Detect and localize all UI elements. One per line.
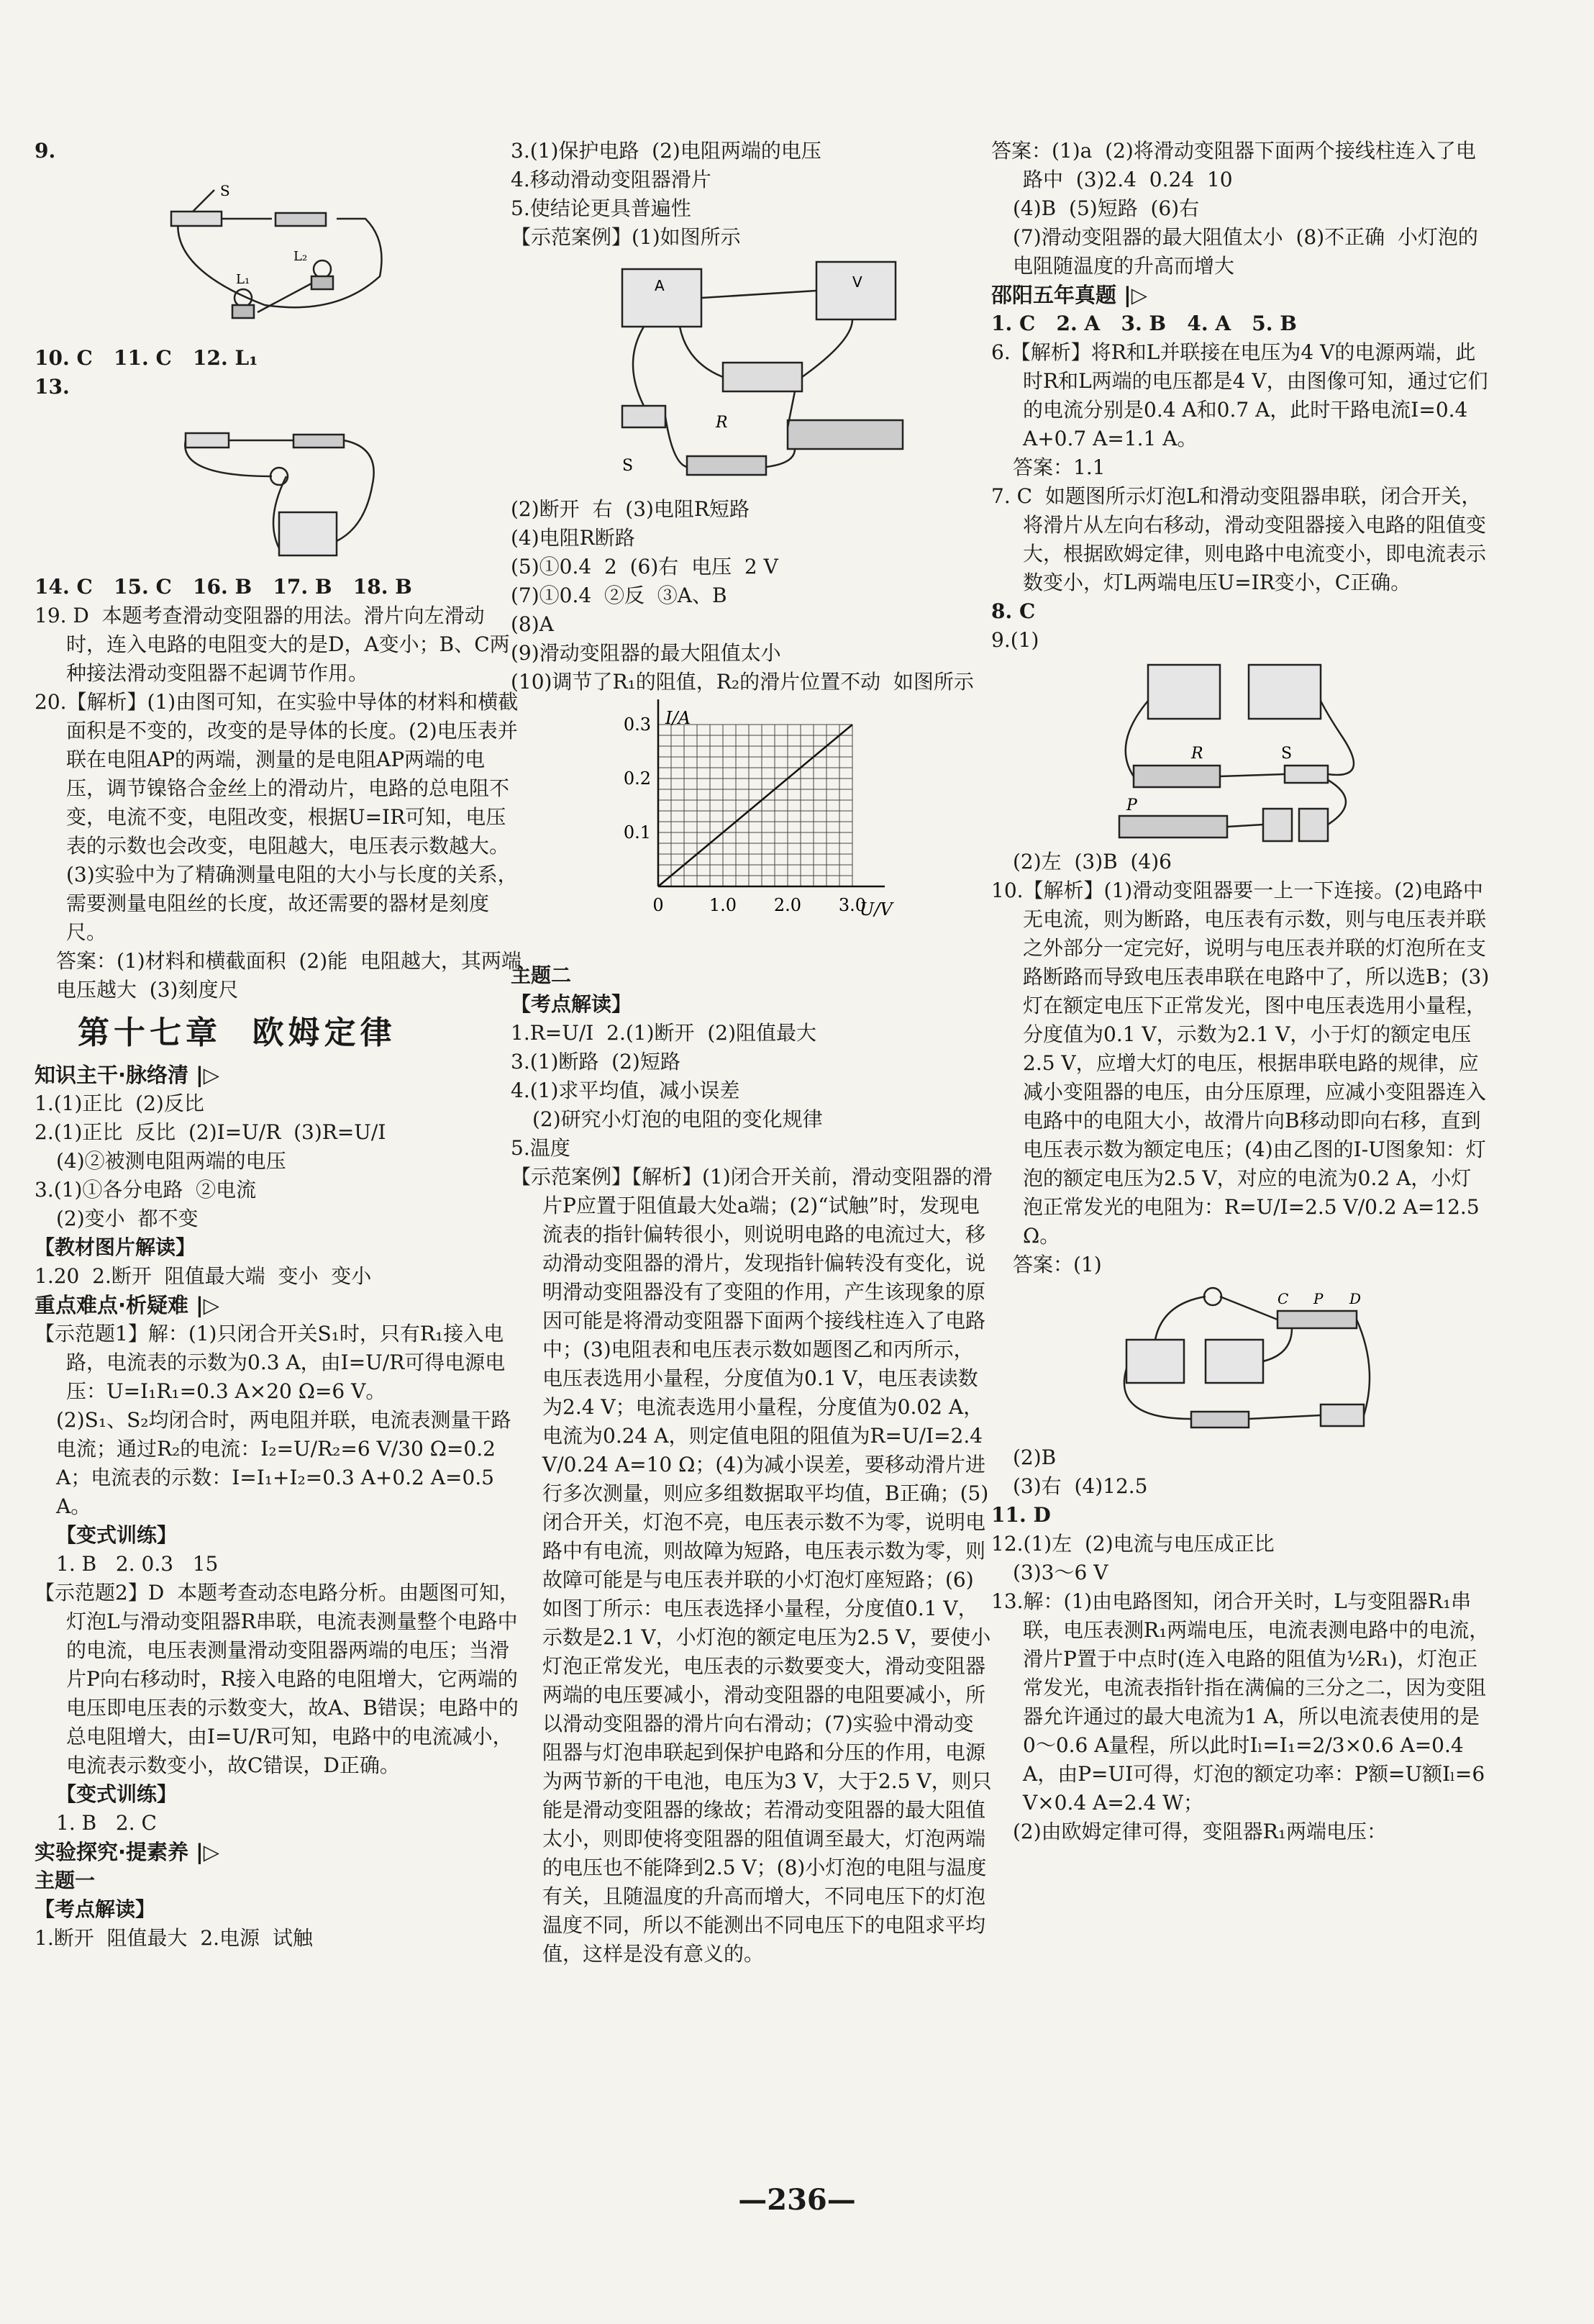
q10-answer-line: (2)B <box>1013 1445 1057 1469</box>
x-tick-label: 0 <box>652 895 664 915</box>
section-knowledge: 知识主干·脉络清 |▷ <box>35 1063 220 1087</box>
circuit-figure-case1 <box>579 255 924 492</box>
key-points-1-head: 【考点解读】 <box>35 1897 156 1921</box>
example-2: 【示范题2】D 本题考查动态电路分析。由题图可知，灯泡L与滑动变阻器R串联，电流表测量整个电路中的电流，电压表测量滑动变阻器两端的电压；当滑片P向右移动时，R接入电路的电阻增大，它两端的电压即电压表的示数变大，故A、B错误；电路中的总电阻增大，由I=U/R可知，电路中的电流减小，电流表示数变小，故C错误，D正确。 <box>35 1581 520 1777</box>
svg-text:V: V <box>852 273 862 291</box>
column-2 <box>511 137 993 1969</box>
s1-line: 3.(1)①各分电路 ②电流 <box>35 1178 257 1202</box>
q7-text: 7. C 如题图所示灯泡L和滑动变阻器串联，闭合开关，将滑片从左向右移动，滑动变阻器接入电路的阻值变大，根据欧姆定律，则电路中电流变小，即电流表示数变小，灯L两端电压U=IR变小，C正确。 <box>991 484 1487 594</box>
series-line <box>658 725 852 886</box>
svg-text:L₂: L₂ <box>293 249 308 264</box>
q9-answer: (2)左 (3)B (4)6 <box>1013 850 1172 873</box>
x-tick-label: 2.0 <box>773 895 802 915</box>
c2-top-line: 3.(1)保护电路 (2)电阻两端的电压 <box>511 139 821 163</box>
q12b-text: (3)3～6 V <box>1013 1561 1108 1584</box>
q20-text: 20.【解析】(1)由图可知，在实验中导体的材料和横截面积是不变的，改变的是导体的长度。(2)电压表并联在电阻AP的两端，测量的是电阻AP两端的电压，调节镍铬合金丝上的滑动片，电路的总电阻不变，电流不变，电阻改变，根据U=IR可知，电压表的示数也会改变，电阻越大，电压表示数越大。(3)实验中为了精确测量电阻的大小与长度的关系，需要测量电阻丝的长度，故还需要的器材是刻度尺。 <box>35 690 519 944</box>
c2-top-line: 5.使结论更具普遍性 <box>511 196 691 220</box>
answers-10-12: 10. C 11. C 12. L₁ <box>35 346 258 370</box>
svg-text:P: P <box>1313 1290 1323 1307</box>
svg-text:C: C <box>1277 1290 1288 1307</box>
circuit-figure-c3q9 <box>1105 658 1378 845</box>
c2-mid-line: (5)①0.4 2 (6)右 电压 2 V <box>511 555 778 578</box>
q6-answer: 答案：1.1 <box>1013 455 1106 479</box>
s1-line: 1.(1)正比 (2)反比 <box>35 1091 204 1115</box>
example-1b: (2)S₁、S₂均闭合时，两电阻并联，电流表测量干路电流；通过R₂的电流：I₂=U/R₂=6 V/30 Ω=0.2 A；电流表的示数：I=I₁+I₂=0.3 A+0.2 A=0.5 A。 <box>56 1408 511 1518</box>
t2-line: 4.(1)求平均值，减小误差 <box>511 1079 740 1102</box>
section-key-points: 重点难点·析疑难 |▷ <box>35 1293 220 1317</box>
t2-line: 1.R=U/I 2.(1)断开 (2)阻值最大 <box>511 1021 816 1045</box>
y-tick-label: 0.3 <box>623 714 651 735</box>
c2-mid-line: (4)电阻R断路 <box>511 526 635 550</box>
x-axis-label: U/V <box>860 899 893 920</box>
x-tick-label: 3.0 <box>838 895 867 915</box>
q13-text: 13.解：(1)由电路图知，闭合开关时，L与变阻器R₁串联，电压表测R₁两端电压，电流表测电路中的电流，滑片P置于中点时(连入电路的阻值为½R₁)，灯泡正常发光，电流表指针指在满偏的三分之二，因为变阻器允许通过的最大电流为1 A，所以电流表使用的是0～0.6 A量程，所以此时Iₗ=I₁=2/3×0.6 A=0.4 A，由P=UI可得，灯泡的额定功率：P额=U额Iₗ=6 V×0.4 A=2.4 W； <box>991 1589 1492 1815</box>
example-1: 【示范题1】解：(1)只闭合开关S₁时，只有R₁接入电路，电流表的示数为0.3 A，由I=U/R可得电源电压：U=I₁R₁=0.3 A×20 Ω=6 V。 <box>35 1322 506 1403</box>
c2-mid-line: (7)①0.4 ②反 ③A、B <box>511 584 727 607</box>
section-five-years: 邵阳五年真题 |▷ <box>991 283 1147 307</box>
t2-line: 5.温度 <box>511 1136 570 1160</box>
q11-text: 11. D <box>991 1503 1051 1527</box>
circuit-figure-q13 <box>171 404 387 570</box>
variant-training-2: 1. B 2. C <box>56 1811 157 1835</box>
s1-line: 2.(1)正比 反比 (2)I=U/R (3)R=U/I <box>35 1120 386 1144</box>
svg-text:P: P <box>1126 796 1137 814</box>
q8-text: 8. C <box>991 599 1036 623</box>
topic-2: 主题二 <box>511 963 572 987</box>
circuit-figure-q10 <box>1105 1282 1378 1440</box>
c3-top-line: (7)滑动变阻器的最大阻值太小 (8)不正确 小灯泡的电阻随温度的升高而增大 <box>1013 225 1478 278</box>
svg-text:S: S <box>220 182 230 199</box>
key-points-2-head: 【考点解读】 <box>511 992 632 1016</box>
svg-text:L₁: L₁ <box>236 272 250 287</box>
q10-text: 10.【解析】(1)滑动变阻器要一上一下连接。(2)电路中无电流，则为断路，电压表有示数，则与电压表并联之外部分一定完好，说明与电压表并联的灯泡所在支路断路而导致电压表串联在电路中了，所以选B；(3)灯在额定电压下正常发光，图中电压表选用小量程，分度值为0.1 V，示数为2.1 V，小于灯的额定电压2.5 V，应增大灯的电压，根据串联电路的规律，应减小变阻器的电压，由分压原理，应减小变阻器连入电路中的电阻大小，故滑片向B移动即向右移，直到电压表示数为额定电压；(4)由乙图的I-U图象知：灯泡的额定电压为2.5 V，对应的电流为0.2 A，小灯泡正常发光的电阻为：R=U/I=2.5 V/0.2 A=12.5 Ω。 <box>991 879 1490 1248</box>
variant-training-2-head: 【变式训练】 <box>56 1782 178 1806</box>
answers-1-5: 1. C 2. A 3. B 4. A 5. B <box>991 312 1297 335</box>
c2-mid-line: (9)滑动变阻器的最大阻值太小 <box>511 641 781 665</box>
answers-14-18: 14. C 15. C 16. B 17. B 18. B <box>35 575 412 599</box>
variant-training-1: 1. B 2. 0.3 15 <box>56 1552 219 1576</box>
q6-text: 6.【解析】将R和L并联接在电压为4 V的电源两端，此时R和L两端的电压都是4 V，由图像可知，通过它们的电流分别是0.4 A和0.7 A，此时干路电流I=0.4 A+0.7 A=1.1 A。 <box>991 340 1488 450</box>
q9-text: 9.(1) <box>991 628 1039 652</box>
q12-text: 12.(1)左 (2)电流与电压成正比 <box>991 1532 1275 1556</box>
x-tick-label: 1.0 <box>709 895 737 915</box>
svg-text:R: R <box>716 414 728 432</box>
q13b-text: (2)由欧姆定律可得，变阻器R₁两端电压： <box>1013 1820 1387 1843</box>
y-tick-label: 0.1 <box>623 822 651 843</box>
chapter-title: 第十七章 欧姆定律 <box>78 1015 396 1051</box>
svg-text:D: D <box>1349 1290 1361 1307</box>
y-tick-label: 0.2 <box>623 768 651 789</box>
i-u-graph <box>601 699 903 958</box>
c2-top-line: 4.移动滑动变阻器滑片 <box>511 168 711 191</box>
key-points-1-line: 1.断开 阻值最大 2.电源 试触 <box>35 1926 313 1950</box>
page-number: —236— <box>738 2183 856 2217</box>
c3-top-line: 答案：(1)a (2)将滑动变阻器下面两个接线柱连入了电路中 (3)2.4 0.24 10 <box>991 139 1476 191</box>
q10-answer-line: (3)右 (4)12.5 <box>1013 1474 1148 1498</box>
svg-text:R: R <box>1190 745 1203 763</box>
textbook-figure-head: 【教材图片解读】 <box>35 1235 196 1259</box>
t2-line: 3.(1)断路 (2)短路 <box>511 1050 680 1074</box>
q9-label: 9. <box>35 139 56 163</box>
circuit-figure-q9 <box>150 168 409 341</box>
svg-text:S: S <box>622 457 634 475</box>
c2-top-line: 【示范案例】(1)如图所示 <box>511 225 741 249</box>
c2-mid-line: (8)A <box>511 612 554 636</box>
s1-line: (4)②被测电阻两端的电压 <box>56 1149 286 1173</box>
topic-1: 主题一 <box>35 1869 96 1892</box>
variant-training-1-head: 【变式训练】 <box>56 1523 178 1547</box>
textbook-figure-line: 1.20 2.断开 阻值最大端 变小 变小 <box>35 1264 372 1288</box>
s1-line: (2)变小 都不变 <box>56 1207 199 1230</box>
q20-answer: 答案：(1)材料和横截面积 (2)能 电阻越大，其两端电压越大 (3)刻度尺 <box>56 949 522 1002</box>
q13-label: 13. <box>35 375 70 399</box>
column-3 <box>991 137 1491 1846</box>
t2-line: (2)研究小灯泡的电阻的变化规律 <box>532 1107 823 1131</box>
q19-text: 19. D 本题考查滑动变阻器的用法。滑片向左滑动时，连入电路的电阻变大的是D，A变小；B、C两种接法滑动变阻器不起调节作用。 <box>35 604 510 685</box>
q10-answer: 答案：(1) <box>1013 1253 1102 1276</box>
y-axis-label: I/A <box>665 708 691 728</box>
column-1 <box>35 137 524 1953</box>
c2-mid-line: (2)断开 右 (3)电阻R短路 <box>511 497 750 521</box>
svg-text:A: A <box>655 277 665 294</box>
svg-text:S: S <box>1280 745 1292 763</box>
c3-top-line: (4)B (5)短路 (6)右 <box>1013 196 1200 220</box>
c2-mid-line: (10)调节了R₁的阻值，R₂的滑片位置不动 如图所示 <box>511 670 974 694</box>
section-experiment: 实验探究·提素养 |▷ <box>35 1840 220 1864</box>
case-analysis: 【示范案例】【解析】(1)闭合开关前，滑动变阻器的滑片P应置于阻值最大处a端；(2)“试触”时，发现电流表的指针偏转很小，则说明电路的电流过大，移动滑动变阻器的滑片，发现指针偏转没有变化，说明滑动变阻器没有了变阻的作用，产生该现象的原因可能是将滑动变阻器下面两个接线柱连入了电路中；(3)电阻表和电压表示数如题图乙和丙所示，电压表选用小量程，分度值为0.1 V，电压表读数为2.4 V；电流表选用小量程，分度值为0.02 A，电流为0.24 A，则定值电阻的阻值为R=U/I=2.4 V/0.24 A=10 Ω；(4)为减小误差，要移动滑片进行多次测量，则应多组数据取平均值，B正确；(5)闭合开关，灯泡不亮，电压表示数不为零，说明电路中有电流，则故障为短路，电压表示数为零，则故障可能是与电压表并联的小灯泡灯座短路；(6)如图丁所示：电压表选择小量程，分度值0.1 V，示数是2.1 V，小灯泡的额定电压为2.5 V，要使小灯泡正常发光，电压表的示数要变大，滑动变阻器两端的电压要减小，滑动变阻器的电阻要减小，所以滑动变阻器的滑片向右滑动；(7)实验中滑动变阻器与灯泡串联起到保护电路和分压的作用，电源为两节新的干电池，电压为3 V，大于2.5 V，则只能是滑动变阻器的缘故；若滑动变阻器的最大阻值太小，则即使将变阻器的阻值调至最大，灯泡两端的电压也不能降到2.5 V；(8)小灯泡的电阻与温度有关，且随温度的升高而增大，不同电压下的灯泡温度不同，所以不能测出不同电压下的电阻求平均值，这样是没有意义的。 <box>511 1165 993 1966</box>
